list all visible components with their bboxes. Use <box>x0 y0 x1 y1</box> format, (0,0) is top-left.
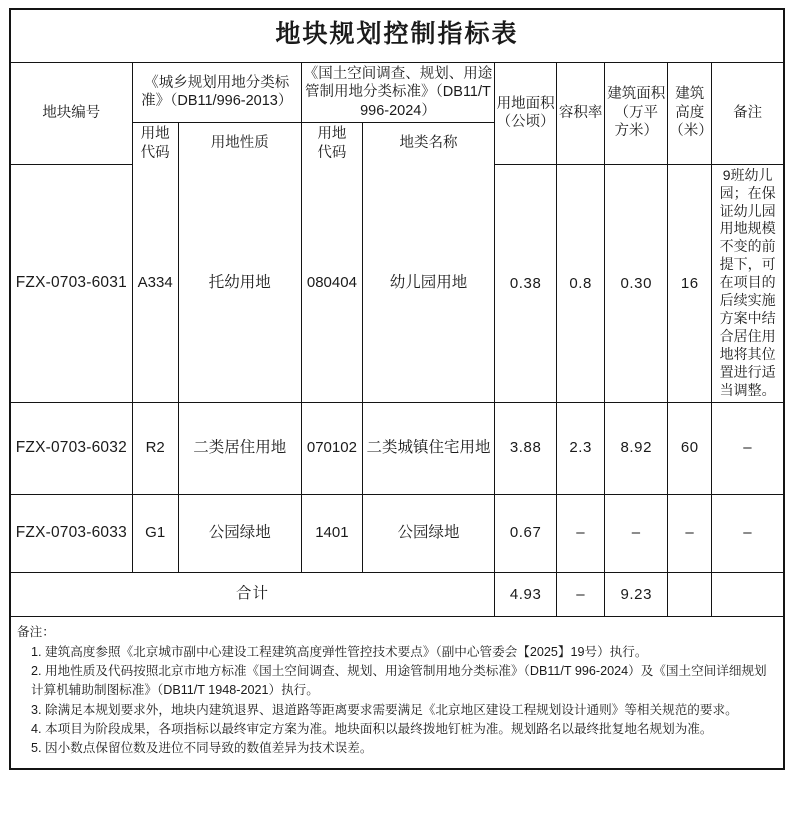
cell-building-height: – <box>668 494 712 572</box>
cell-total-label: 合计 <box>11 572 495 616</box>
cell-total-floor-area: 9.23 <box>605 572 668 616</box>
cell-land-code-2024: 1401 <box>301 494 362 572</box>
cell-total-far: – <box>557 572 605 616</box>
header-land-code-2013 <box>132 123 178 165</box>
table-body <box>11 164 783 616</box>
cell-far: 2.3 <box>557 402 605 494</box>
table-row <box>11 402 783 494</box>
cell-plot-no: FZX-0703-6031 <box>11 164 132 402</box>
page-title: 地块规划控制指标表 <box>275 20 519 48</box>
header-building-height <box>668 63 712 165</box>
footnote-item-4: 4. 本项目为阶段成果，各项指标以最终审定方案为准。地块面积以最终拨地钉桩为准。规划路名以最终批复地名规划为准。 <box>31 721 713 736</box>
header-floor-area <box>605 63 668 165</box>
header-standard-2024: 《国土空间调查、规划、用途管制用地分类标准》（DB11/T 996-2024） <box>301 63 494 123</box>
cell-land-area: 0.67 <box>495 494 557 572</box>
cell-land-area: 0.38 <box>495 164 557 402</box>
header-land-area <box>495 63 557 165</box>
cell-floor-area: – <box>605 494 668 572</box>
header-land-nature: 用地性质 <box>178 123 301 165</box>
header-floor-area-line3: 方米） <box>614 123 658 140</box>
cell-floor-area: 8.92 <box>605 402 668 494</box>
cell-far: 0.8 <box>557 164 605 402</box>
cell-building-height: 16 <box>668 164 712 402</box>
header-remarks: 备注 <box>712 63 783 165</box>
header-plot-no: 地块编号 <box>11 63 132 165</box>
table-header <box>11 63 783 165</box>
cell-land-code-2013: G1 <box>132 494 178 572</box>
header-land-code-2024 <box>301 123 362 165</box>
cell-total-remarks <box>712 572 783 616</box>
header-land-code-2024-line1: 用地 <box>317 126 347 143</box>
cell-land-nature: 二类居住用地 <box>178 402 301 494</box>
cell-land-code-2013: A334 <box>132 164 178 402</box>
cell-land-nature: 公园绿地 <box>178 494 301 572</box>
table-row <box>11 494 783 572</box>
document-title-band <box>11 10 783 63</box>
footnote-item-2: 2. 用地性质及代码按照北京市地方标准《国土空间调查、规划、用途管制用地分类标准》（DB11/T 996-2024）及《国土空间详细规划计算机辅助制图标准》（DB11/T 1948-2021）执行。 <box>31 664 767 698</box>
table-row <box>11 164 783 402</box>
footnotes-section <box>11 616 783 768</box>
footnote-item-5: 5. 因小数点保留位数及进位不同导致的数值差异为技术误差。 <box>31 740 373 755</box>
table-total-row <box>11 572 783 616</box>
cell-building-height: 60 <box>668 402 712 494</box>
cell-land-code-2024: 080404 <box>301 164 362 402</box>
header-row-top <box>11 63 783 123</box>
cell-land-code-2024: 070102 <box>301 402 362 494</box>
header-standard-2013: 《城乡规划用地分类标准》（DB11/996-2013） <box>132 63 301 123</box>
cell-total-land-area: 4.93 <box>495 572 557 616</box>
footnote-item-1: 1. 建筑高度参照《北京城市副中心建设工程建筑高度弹性管控技术要点》（副中心管委会【2025】19号）执行。 <box>31 645 648 660</box>
header-building-height-line2: 高度 <box>675 104 705 121</box>
cell-plot-no: FZX-0703-6032 <box>11 402 132 494</box>
cell-land-nature: 托幼用地 <box>178 164 301 402</box>
cell-land-code-2013: R2 <box>132 402 178 494</box>
cell-land-area: 3.88 <box>495 402 557 494</box>
header-land-code-2013-line2: 代码 <box>140 144 170 161</box>
cell-total-building-height <box>668 572 712 616</box>
header-land-code-2013-line1: 用地 <box>140 126 170 143</box>
cell-land-type-name: 二类城镇住宅用地 <box>362 402 494 494</box>
cell-far: – <box>557 494 605 572</box>
cell-remarks: – <box>712 402 783 494</box>
cell-plot-no: FZX-0703-6033 <box>11 494 132 572</box>
footnotes-heading: 备注： <box>17 625 55 640</box>
cell-floor-area: 0.30 <box>605 164 668 402</box>
header-floor-area-line1: 建筑面积 <box>607 86 666 103</box>
planning-indicator-table <box>11 63 783 617</box>
footnote-item-3: 3. 除满足本规划要求外，地块内建筑退界、退道路等距离要求需要满足《北京地区建设工程规划设计通则》等相关规范的要求。 <box>31 702 738 717</box>
table-frame <box>9 8 785 770</box>
header-floor-area-line2: （万平 <box>614 104 658 121</box>
header-land-code-2024-line2: 代码 <box>317 144 347 161</box>
header-land-area-line1: 用地面积 <box>496 95 555 112</box>
header-building-height-line3: （米） <box>669 123 713 140</box>
cell-remarks: – <box>712 494 783 572</box>
header-building-height-line1: 建筑 <box>675 86 705 103</box>
cell-remarks: 9班幼儿园；在保证幼儿园用地规模不变的前提下，可在项目的后续实施方案中结合居住用地将其位置进行适当调整。 <box>712 164 783 402</box>
cell-land-type-name: 幼儿园用地 <box>362 164 494 402</box>
header-land-type-name: 地类名称 <box>362 123 494 165</box>
header-far: 容积率 <box>557 63 605 165</box>
cell-land-type-name: 公园绿地 <box>362 494 494 572</box>
header-land-area-line2: （公顷） <box>496 114 555 131</box>
